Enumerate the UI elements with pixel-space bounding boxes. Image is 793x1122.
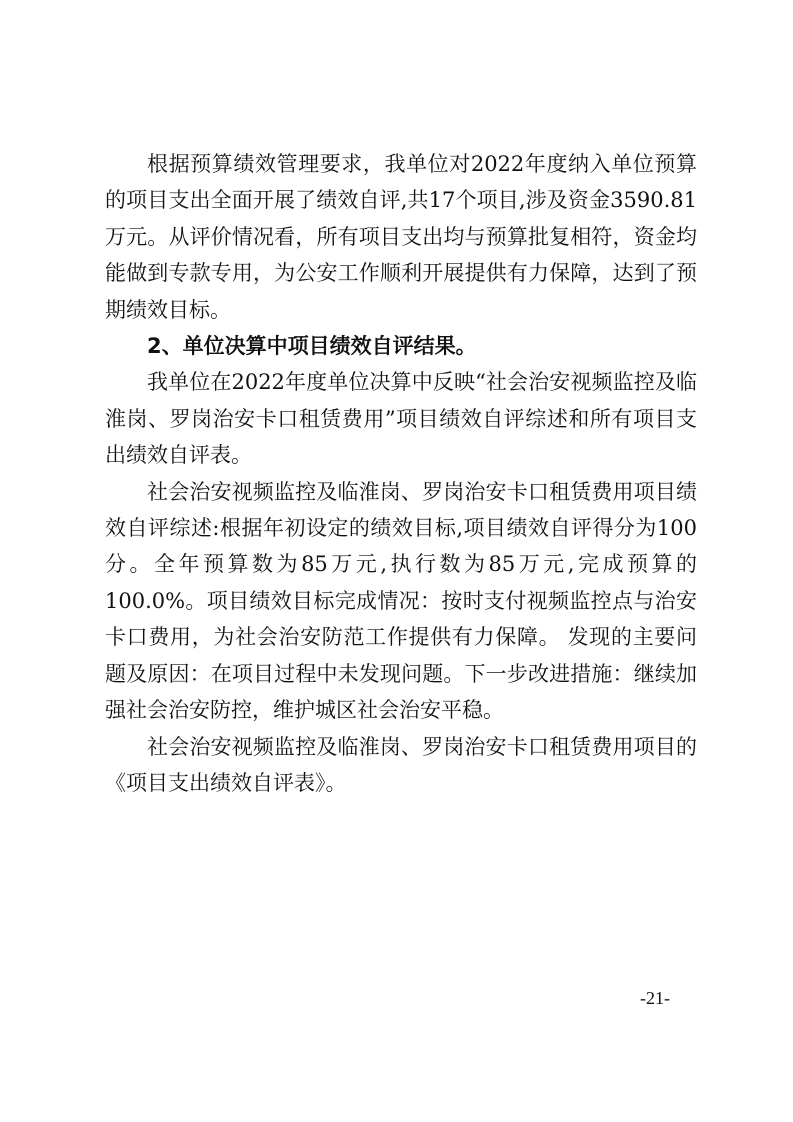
paragraph-summary: 根据预算绩效管理要求，我单位对2022年度纳入单位预算的项目支出全面开展了绩效自评,共17个项目,涉及资金3590.81万元。从评价情况看，所有项目支出均与预算批复相符，资金均能做到专款专用，为公安工作顺利开展提供有力保障，达到了预期绩效目标。 (105, 152, 697, 322)
paragraph-project-review: 社会治安视频监控及临淮岗、罗岗治安卡口租赁费用项目绩效自评综述:根据年初设定的绩效目标,项目绩效自评得分为100分。全年预算数为85万元,执行数为85万元,完成预算的100.0%。项目绩效目标完成情况：按时支付视频监控点与治安卡口费用，为社会治安防范工作提供有力保障。 发现的主要问题及原因：在项目过程中未发现问题。下一步改进措施：继续加强社会治安防控，维护城区社会治安平稳。 (105, 479, 697, 723)
body-text (105, 146, 697, 801)
paragraph-table-ref: 社会治安视频监控及临淮岗、罗岗治安卡口租赁费用项目的《项目支出绩效自评表》。 (105, 734, 697, 795)
section-heading: 2、单位决算中项目绩效自评结果。 (147, 334, 477, 359)
paragraph-report: 我单位在2022年度单位决算中反映“社会治安视频监控及临淮岗、罗岗治安卡口租赁费用”项目绩效自评综述和所有项目支出绩效自评表。 (105, 370, 697, 468)
page-number: -21- (640, 988, 670, 1008)
